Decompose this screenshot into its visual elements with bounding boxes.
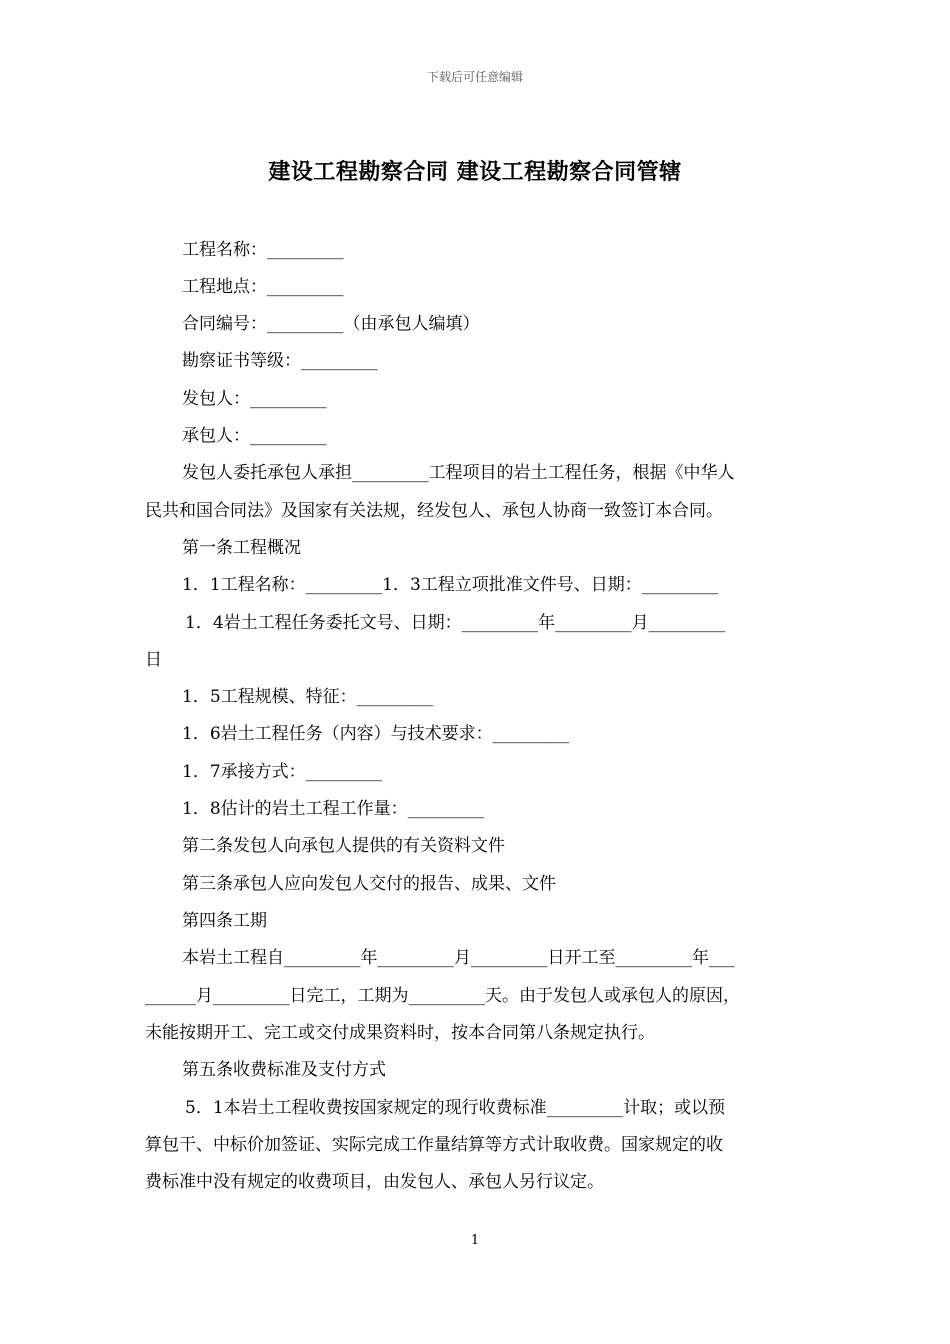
article-heading: 第一条工程概况 <box>182 538 301 558</box>
paragraph-line: 算包干、中标价加签证、实际完成工作量结算等方式计取收费。国家规定的收 <box>145 1135 723 1155</box>
article-heading: 第二条发包人向承包人提供的有关资料文件 <box>182 836 505 856</box>
clause-line: 1．5工程规模、特征：_________ <box>182 687 434 707</box>
clause-line: 1．8估计的岩土工程工作量：_________ <box>182 799 485 819</box>
field-contractor: 承包人：_________ <box>182 426 327 446</box>
field-contract-number: 合同编号：_________（由承包人编填） <box>182 314 480 334</box>
field-client: 发包人：_________ <box>182 389 327 409</box>
document-title: 建设工程勘察合同 建设工程勘察合同管辖 <box>268 159 682 185</box>
field-project-name: 工程名称：_________ <box>182 240 344 260</box>
field-certificate-level: 勘察证书等级：_________ <box>182 351 378 371</box>
paragraph-line: 本岩土工程自_________年_________月_________日开工至_________年___ <box>182 948 735 968</box>
clause-line: 1．7承接方式：_________ <box>182 762 383 782</box>
field-project-location: 工程地点：_________ <box>182 277 344 297</box>
page-header: 下载后可任意编辑 <box>426 70 523 84</box>
paragraph-line: ______月_________日完工，工期为_________天。由于发包人或承包人的原因， <box>145 986 740 1006</box>
paragraph-line: 发包人委托承包人承担_________工程项目的岩土工程任务，根据《中华人 <box>182 463 735 483</box>
paragraph-line: 费标准中没有规定的收费项目，由发包人、承包人另行议定。 <box>145 1172 604 1192</box>
clause-line: 日 <box>145 650 162 670</box>
article-heading: 第四条工期 <box>182 911 267 931</box>
clause-line: 1．6岩土工程任务（内容）与技术要求：_________ <box>182 724 570 744</box>
paragraph-line: 民共和国合同法》及国家有关法规，经发包人、承包人协商一致签订本合同。 <box>145 501 723 521</box>
page-number: 1 <box>470 1233 480 1248</box>
clause-line: 1．1工程名称：_________1．3工程立项批准文件号、日期：_________ <box>182 575 719 595</box>
paragraph-line: 未能按期开工、完工或交付成果资料时，按本合同第八条规定执行。 <box>145 1023 655 1043</box>
article-heading: 第五条收费标准及支付方式 <box>182 1060 386 1080</box>
clause-line: 1．4岩土工程任务委托文号、日期：_________年_________月_________ <box>185 613 726 633</box>
clause-line: 5．1本岩土工程收费按国家规定的现行收费标准_________计取；或以预 <box>185 1098 726 1118</box>
article-heading: 第三条承包人应向发包人交付的报告、成果、文件 <box>182 874 556 894</box>
